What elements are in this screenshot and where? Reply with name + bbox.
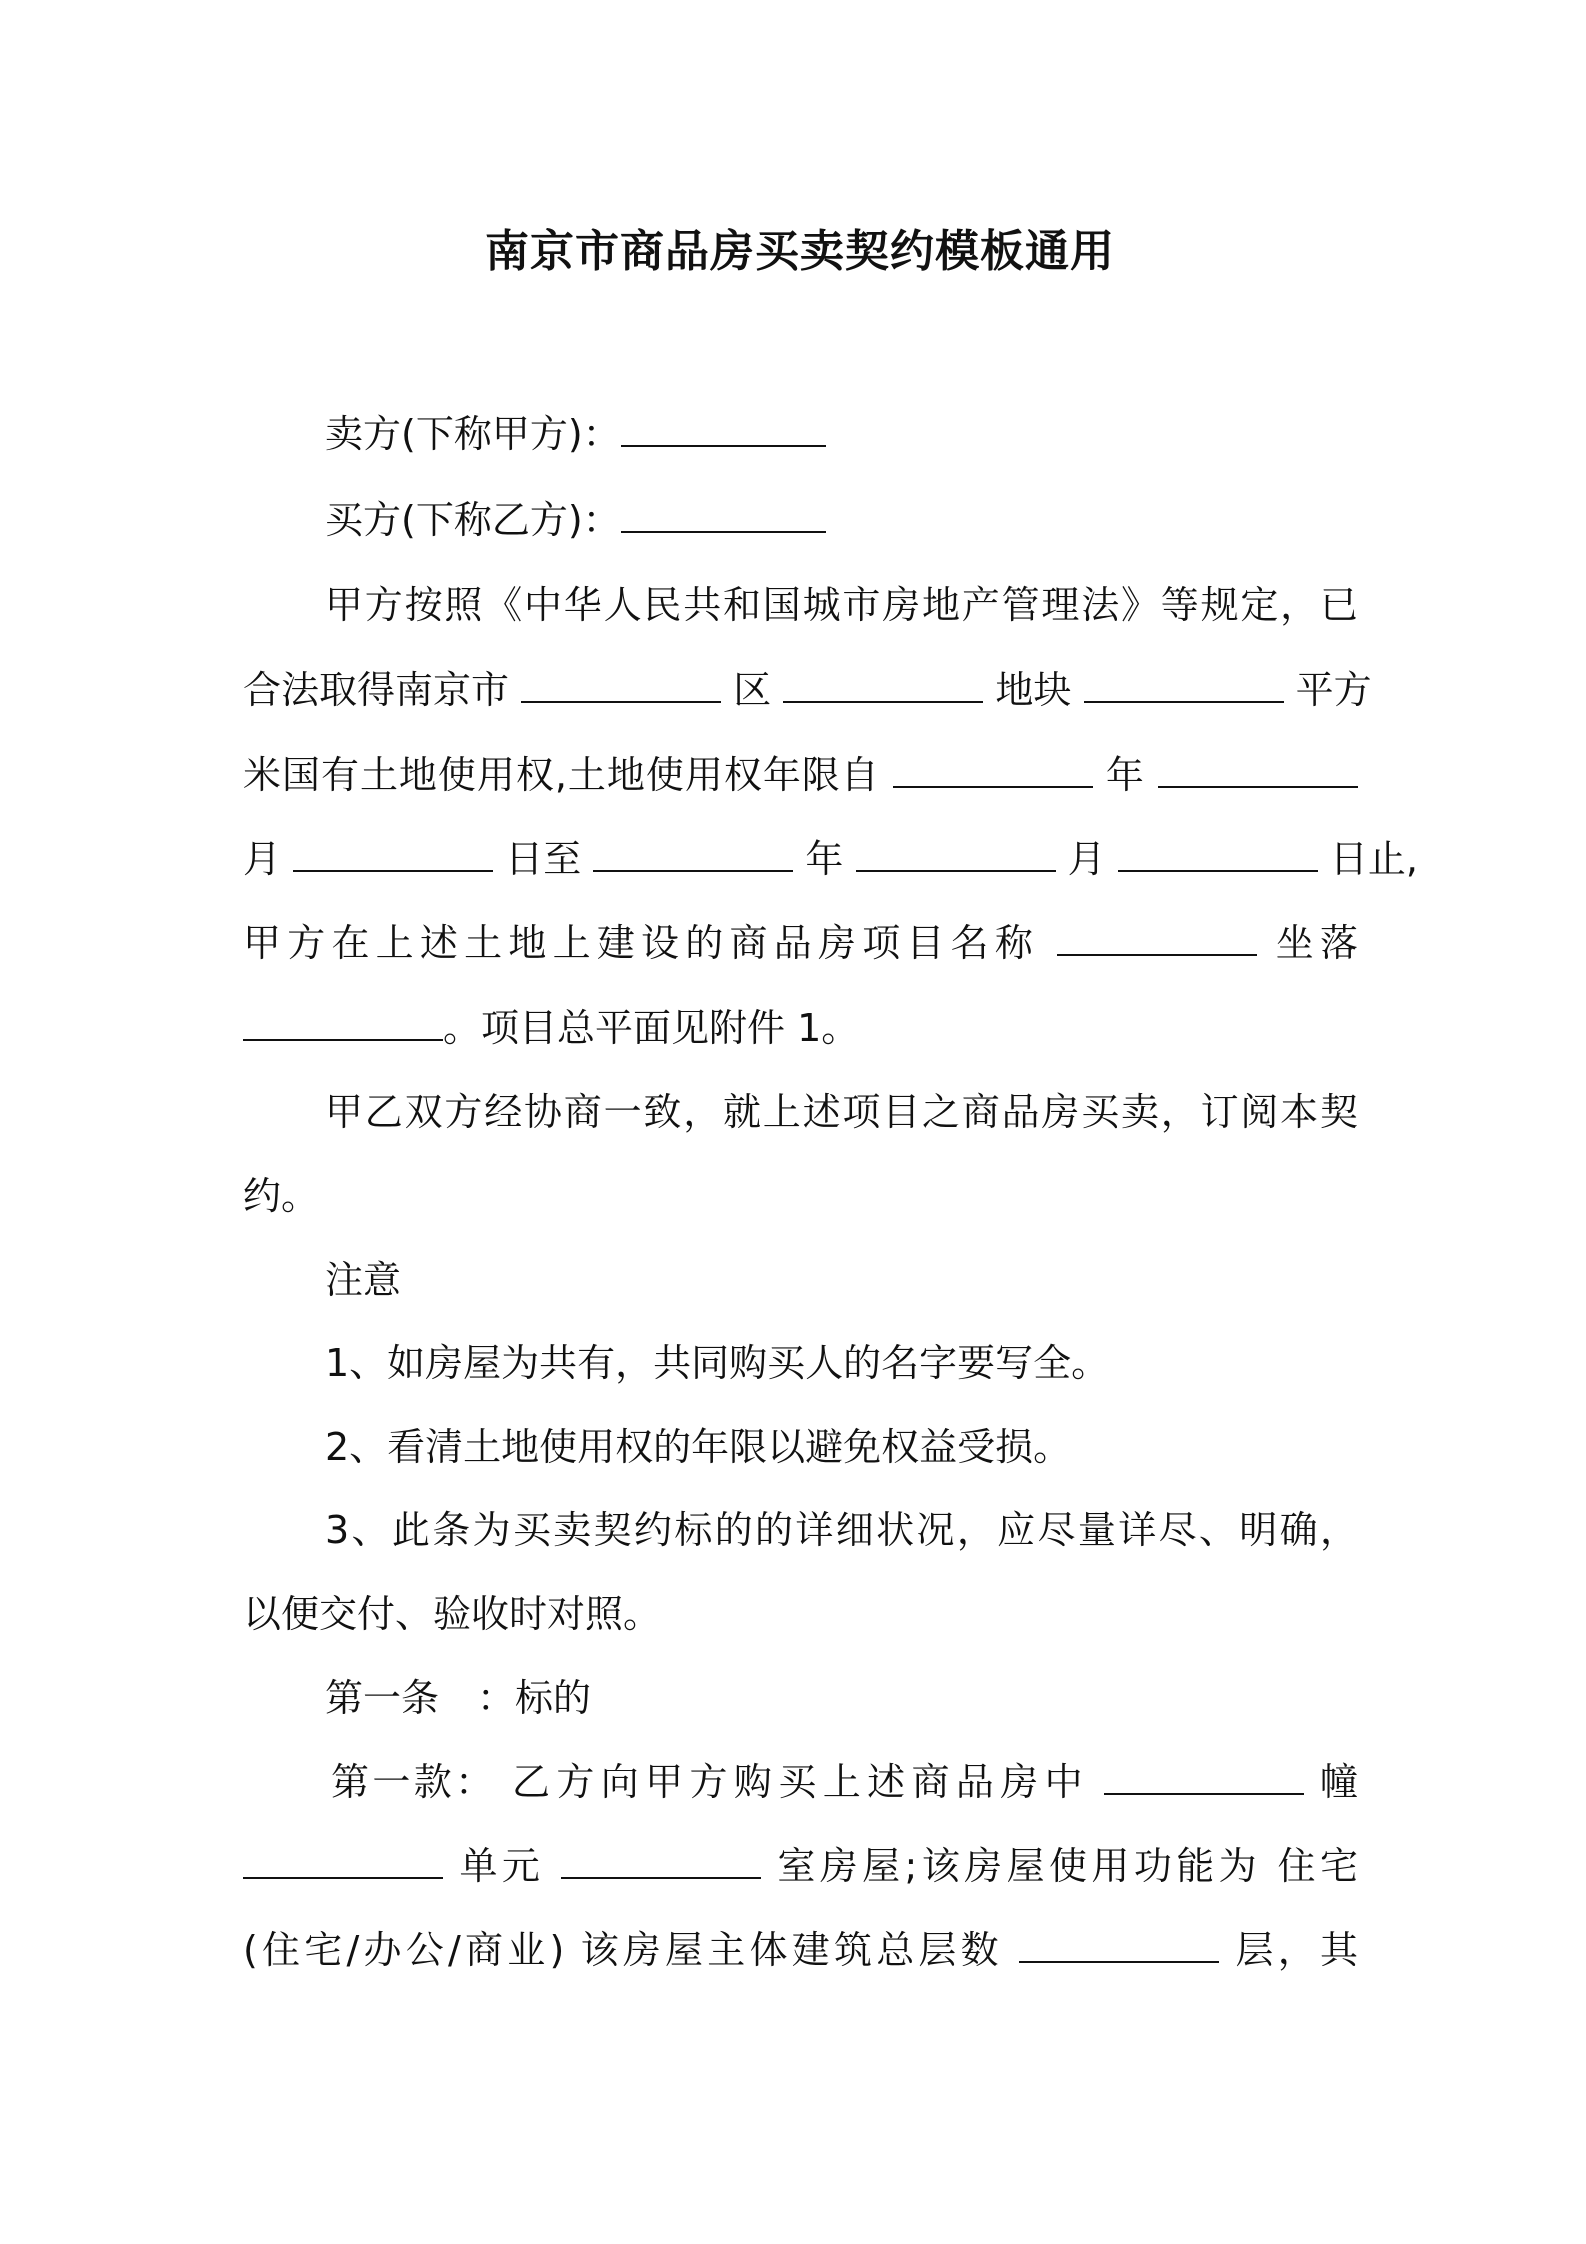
- text-segment: 幢: [1319, 1760, 1358, 1804]
- floors-blank[interactable]: [1019, 1923, 1219, 1963]
- text-segment: 地块: [995, 668, 1072, 712]
- start-day-blank[interactable]: [293, 832, 493, 872]
- para1-line4: [243, 829, 1418, 889]
- notice-item-1: 1、如房屋为共有，共同购买人的名字要写全。: [325, 1341, 1110, 1385]
- text-segment: 年: [805, 837, 844, 881]
- text-segment: 。项目总平面见附件 1。: [443, 1006, 860, 1050]
- text-segment: 坐落: [1275, 921, 1358, 965]
- location-blank[interactable]: [243, 1001, 443, 1041]
- usage-options: (住宅/办公/商业): [243, 1928, 565, 1972]
- district-blank[interactable]: [521, 663, 721, 703]
- seller-label: 卖方(下称甲方)：: [325, 412, 621, 456]
- clause1-label: 第一款：: [331, 1760, 497, 1804]
- end-day-blank[interactable]: [1118, 832, 1318, 872]
- usage-value: 住宅: [1277, 1844, 1358, 1888]
- text-segment: 区: [733, 668, 772, 712]
- text-segment: 日止,: [1329, 837, 1418, 881]
- end-year-blank[interactable]: [593, 832, 793, 872]
- article1-heading: 第一条 ：标的: [325, 1676, 592, 1720]
- end-month-blank[interactable]: [856, 832, 1056, 872]
- buyer-blank[interactable]: [621, 493, 826, 533]
- text-segment: 合法取得南京市: [243, 668, 510, 712]
- start-year-blank[interactable]: [893, 748, 1093, 788]
- para1-line1: 甲方按照《中华人民共和国城市房地产管理法》等规定，已: [325, 583, 1358, 627]
- seller-blank[interactable]: [621, 407, 826, 447]
- para2-line2: 约。: [243, 1174, 320, 1218]
- text-segment: 年: [1105, 753, 1145, 797]
- para1-line2: [243, 660, 1372, 720]
- para1-line3: [243, 745, 1358, 805]
- document-title: 南京市商品房买卖契约模板通用: [485, 226, 1115, 277]
- text-segment: 乙方向甲方购买上述商品房中: [512, 1760, 1090, 1804]
- notice-item-3-cont: 以便交付、验收时对照。: [243, 1592, 662, 1636]
- seller-line: [325, 404, 1440, 464]
- text-segment: 月: [243, 837, 282, 881]
- buyer-label: 买方(下称乙方)：: [325, 498, 621, 542]
- room-blank[interactable]: [561, 1839, 761, 1879]
- project-name-blank[interactable]: [1057, 916, 1257, 956]
- text-segment: 平方: [1295, 668, 1372, 712]
- buyer-line: [325, 490, 1440, 550]
- para1-line5: [243, 913, 1358, 973]
- text-segment: 该房屋主体建筑总层数: [580, 1928, 1003, 1972]
- text-segment: 月: [1067, 837, 1106, 881]
- plot-blank[interactable]: [783, 663, 983, 703]
- text-segment: 层，其: [1235, 1928, 1358, 1972]
- clause1-line1: [331, 1752, 1358, 1812]
- notice-item-3: 3、此条为买卖契约标的的详细状况，应尽量详尽、明确，: [325, 1508, 1358, 1552]
- text-segment: 室房屋;该房屋使用功能为: [777, 1844, 1262, 1888]
- text-segment: 单元: [459, 1844, 545, 1888]
- text-segment: 日至: [505, 837, 582, 881]
- clause1-line3: [243, 1920, 1358, 1980]
- unit-blank[interactable]: [243, 1839, 443, 1879]
- start-month-blank[interactable]: [1158, 748, 1358, 788]
- para2-line1: 甲乙双方经协商一致，就上述项目之商品房买卖，订阅本契: [325, 1090, 1358, 1134]
- para1-line6: [243, 998, 1358, 1058]
- building-blank[interactable]: [1104, 1755, 1304, 1795]
- area-blank[interactable]: [1084, 663, 1284, 703]
- clause1-line2: [243, 1836, 1358, 1896]
- text-segment: 米国有土地使用权,土地使用权年限自: [243, 753, 880, 797]
- notice-item-2: 2、看清土地使用权的年限以避免权益受损。: [325, 1425, 1072, 1469]
- text-segment: 甲方在上述土地上建设的商品房项目名称: [243, 921, 1040, 965]
- notice-heading: 注意: [325, 1258, 402, 1302]
